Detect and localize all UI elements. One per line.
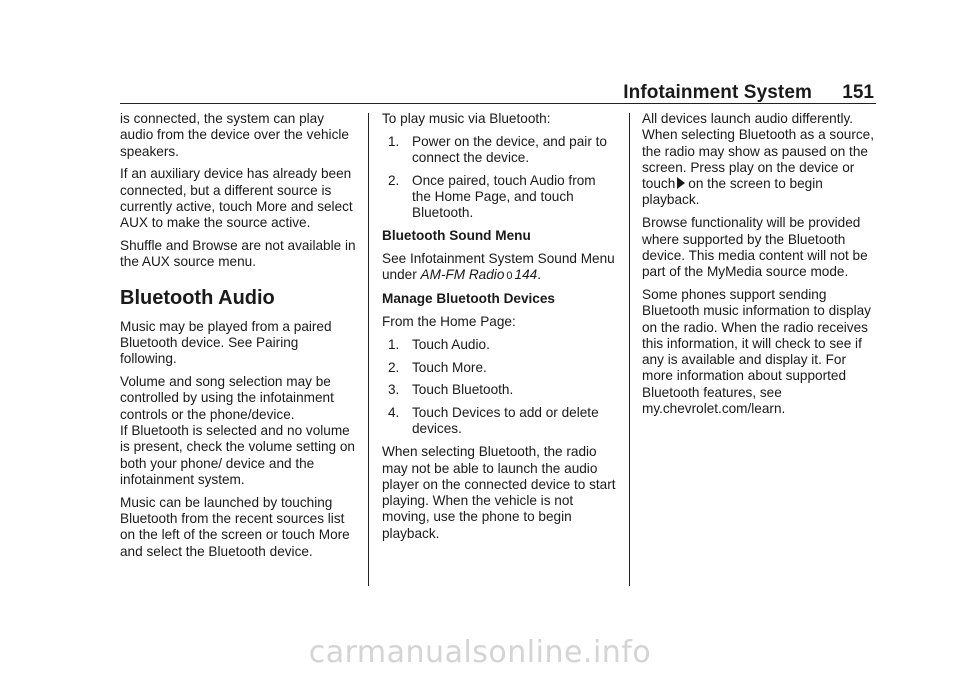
paragraph: If Bluetooth is selected and no volume is present, check the volume setting on both your phone/ device and the infotainment system.: [120, 422, 355, 487]
paragraph: All devices launch audio differently. When selecting Bluetooth as a source, the radio may show as paused on the screen. Press play on the device or touch on the screen to begin playback.: [642, 111, 874, 208]
subheading: Manage Bluetooth Devices: [382, 291, 555, 307]
section-heading: Bluetooth Audio: [120, 286, 275, 309]
steps-list: [382, 337, 618, 438]
page-header: [0, 82, 874, 108]
cross-reference-link[interactable]: AM-FM Radio: [420, 267, 505, 283]
paragraph: If an auxiliary device has already been connected, but a different source is currently active, touch More and select AUX to make the source active.: [120, 166, 353, 231]
paragraph: To play music via Bluetooth:: [382, 111, 551, 126]
list-item: 3. Touch Bluetooth.: [388, 382, 514, 398]
steps-list: [382, 134, 618, 222]
paragraph: Music can be launched by touching Bluetooth from the recent sources list on the left of the screen or touch More and select the Bluetooth device.: [120, 494, 350, 559]
list-item: 2. Once paired, touch Audio from the Home Page, and touch Bluetooth.: [388, 172, 596, 221]
watermark: carmanualsonline.info: [308, 635, 652, 670]
paragraph: From the Home Page:: [382, 313, 516, 329]
column-1: [120, 111, 356, 566]
paragraph: Shuffle and Browse are not available in the AUX source menu.: [120, 238, 356, 270]
list-item: 1. Power on the device, and pair to connect the device.: [388, 133, 607, 166]
column-divider: [629, 113, 630, 586]
paragraph: Some phones support sending Bluetooth music information to display on the radio. When the radio receives this information, it will check to see if any is available and display it. For more information about supported Bluetooth features, see my.chevrolet.com/learn.: [642, 286, 871, 417]
paragraph: Music may be played from a paired Bluetooth device. See Pairing following.: [120, 318, 332, 367]
paragraph: When selecting Bluetooth, the radio may not be able to launch the audio player on the connected device to start playing. When the vehicle is not moving, use the phone to begin playback.: [382, 444, 616, 541]
list-item: 4. Touch Devices to add or delete devices.: [388, 405, 599, 437]
paragraph: is connected, the system can play audio from the device over the vehicle speakers.: [120, 111, 349, 159]
column-2: [382, 111, 618, 549]
section-title: Infotainment System: [623, 82, 812, 103]
header-rule: [120, 103, 876, 104]
paragraph: Volume and song selection may be controlled by using the infotainment controls or the phone/device.: [120, 374, 334, 422]
page-reference[interactable]: 144: [514, 267, 538, 283]
play-icon: [677, 177, 685, 189]
paragraph: Browse functionality will be provided where supported by the Bluetooth device. This media content will not be part of the MyMedia source mode.: [642, 215, 868, 280]
subheading: Bluetooth Sound Menu: [382, 228, 531, 244]
column-divider: [368, 113, 369, 586]
page-number: 151: [842, 82, 874, 103]
page-ref-icon: 0: [506, 270, 513, 283]
paragraph: See Infotainment System Sound Menu under AM-FM Radio 0 144.: [382, 251, 615, 283]
list-item: 1. Touch Audio.: [388, 336, 490, 352]
column-3: [642, 111, 878, 424]
list-item: 2. Touch More.: [388, 359, 487, 375]
